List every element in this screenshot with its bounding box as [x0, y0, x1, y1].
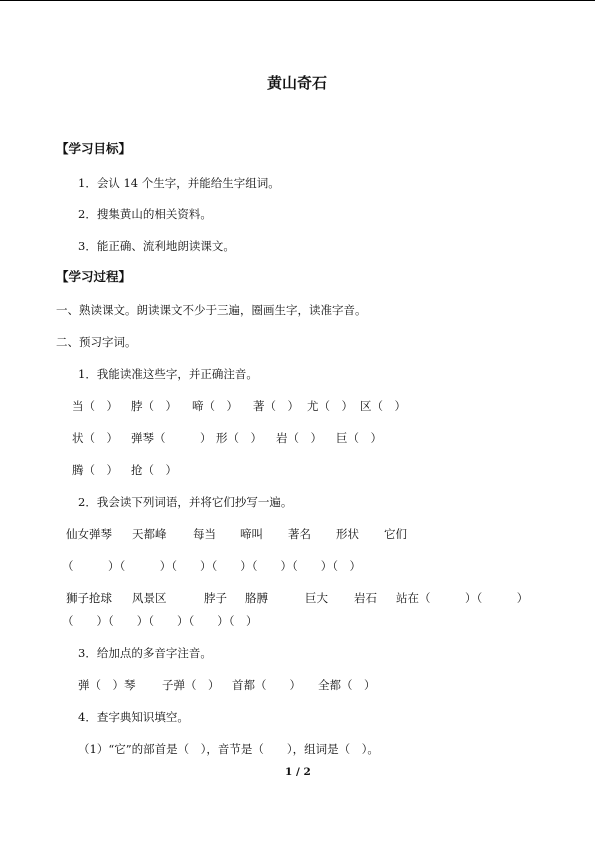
goal-item: 1．会认 14 个生字，并能给生字组词。 [78, 176, 280, 190]
vocab-word: 狮子抢球 [66, 591, 112, 605]
pinyin-item: 脖（ ） [131, 399, 177, 413]
vocab-word: 它们 [384, 527, 407, 541]
polyphone-item: 弹（ ）琴 [78, 678, 136, 692]
step-two: 二、预习字词。 [56, 335, 137, 349]
pinyin-item: 状（ ） [72, 431, 118, 445]
copy-blanks: （ ）（ ）（ ）（ ）（ ） [62, 614, 258, 628]
vocab-word: 站在（ ）（ ） [396, 591, 529, 605]
pinyin-item: 著（ ） [253, 399, 299, 413]
dictionary-item: （1）“它”的部首是（ ），音节是（ ），组词是（ ）。 [78, 742, 379, 756]
question-two: 2．我会读下列词语，并将它们抄写一遍。 [78, 495, 293, 509]
process-heading: 【学习过程】 [56, 269, 132, 284]
question-four: 4．查字典知识填空。 [78, 710, 189, 724]
polyphone-item: 首都（ ） [232, 678, 301, 692]
vocab-word: 啼叫 [240, 527, 263, 541]
pinyin-item: 形（ ） [216, 431, 262, 445]
step-one: 一、熟读课文。朗读课文不少于三遍，圈画生字，读准字音。 [56, 303, 367, 317]
page-number: 1 / 2 [285, 766, 311, 778]
vocab-word: 岩石 [354, 591, 377, 605]
page-title: 黄山奇石 [267, 74, 328, 92]
vocab-word: 每当 [193, 527, 216, 541]
vocab-word: 巨大 [305, 591, 328, 605]
pinyin-item: 腾（ ） [72, 463, 118, 477]
pinyin-item: 巨（ ） [336, 431, 382, 445]
goal-item: 3．能正确、流利地朗读课文。 [78, 239, 235, 253]
polyphone-item: 全都（ ） [318, 678, 376, 692]
pinyin-item: 啼（ ） [192, 399, 238, 413]
vocab-word: 著名 [288, 527, 311, 541]
pinyin-item: 弹琴（ ） [131, 431, 212, 445]
copy-blanks: （ ）（ ）（ ）（ ）（ ）（ ）（ ） [62, 559, 361, 573]
pinyin-item: 尤（ ） [307, 399, 353, 413]
vocab-word: 天都峰 [132, 527, 167, 541]
polyphone-item: 子弹（ ） [162, 678, 220, 692]
vocab-word: 仙女弹琴 [66, 527, 112, 541]
goals-heading: 【学习目标】 [56, 141, 132, 156]
pinyin-item: 区（ ） [360, 399, 406, 413]
question-three: 3．给加点的多音字注音。 [78, 646, 212, 660]
pinyin-item: 当（ ） [72, 399, 118, 413]
goal-item: 2．搜集黄山的相关资料。 [78, 207, 212, 221]
vocab-word: 胳膊 [245, 591, 268, 605]
pinyin-item: 抢（ ） [131, 463, 177, 477]
vocab-word: 形状 [336, 527, 359, 541]
vocab-word: 脖子 [204, 591, 227, 605]
top-rule [0, 0, 595, 1]
vocab-word: 风景区 [132, 591, 167, 605]
pinyin-item: 岩（ ） [276, 431, 322, 445]
question-one: 1．我能读准这些字，并正确注音。 [78, 367, 258, 381]
